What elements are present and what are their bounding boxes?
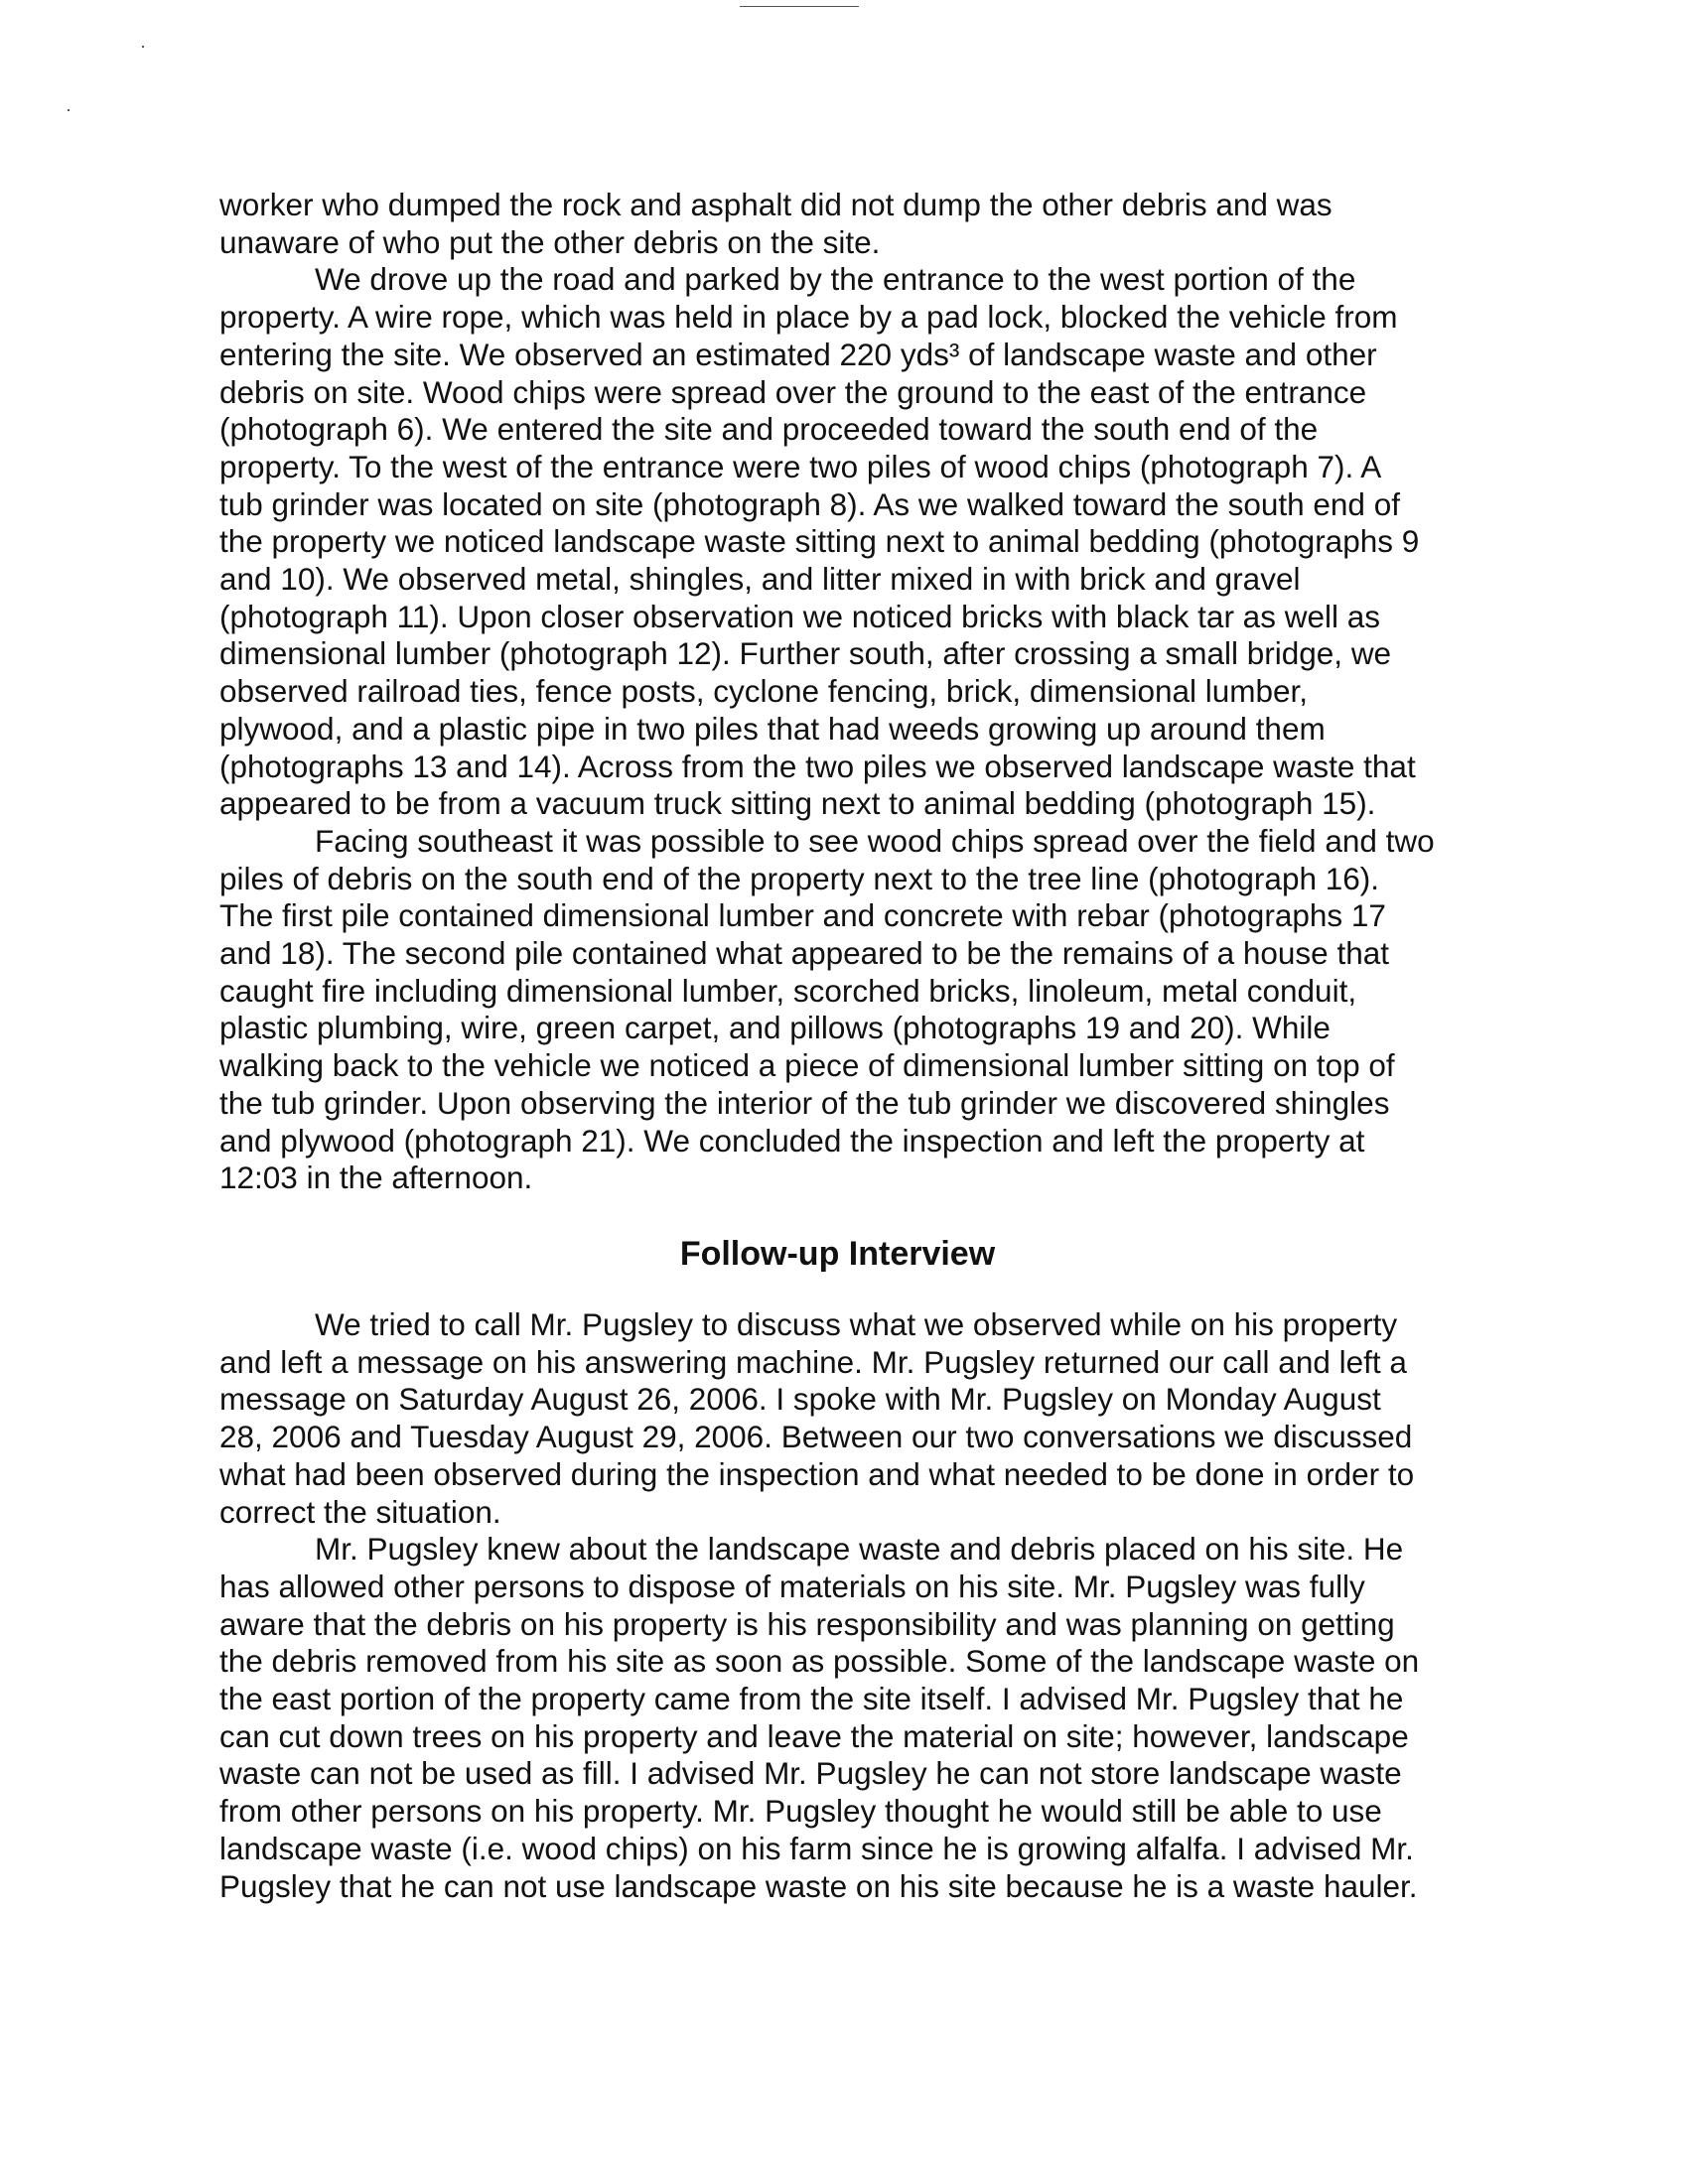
scan-mark-left-2 [68, 109, 70, 111]
scan-mark-left-1 [142, 46, 144, 48]
text-line: correct the situation. [219, 1493, 501, 1530]
text-line: 12:03 in the afternoon. [219, 1160, 533, 1196]
text-line: Mr. Pugsley knew about the landscape waste and debris placed on his site. He [315, 1531, 1404, 1568]
text-line: Pugsley that he can not use landscape waste on his site because he is a waste hauler. [219, 1867, 1418, 1904]
text-line: the east portion of the property came from the site itself. I advised Mr. Pugsley that he [219, 1681, 1404, 1717]
text-line: landscape waste (i.e. wood chips) on his farm since he is growing alfalfa. I advised Mr. [219, 1830, 1414, 1866]
text-line: and 18). The second pile contained what appeared to be the remains of a house that [219, 935, 1389, 972]
text-line: debris on site. Wood chips were spread over the ground to the east of the entrance [219, 373, 1367, 410]
text-line: property. A wire rope, which was held in place by a pad lock, blocked the vehicle from [219, 299, 1398, 336]
text-line: caught fire including dimensional lumber, scorched bricks, linoleum, metal conduit, [219, 972, 1357, 1009]
text-line: worker who dumped the rock and asphalt did not dump the other debris and was [219, 187, 1333, 222]
text-line: and plywood (photograph 21). We concluded the inspection and left the property at [219, 1122, 1365, 1159]
text-line: aware that the debris on his property is his responsibility and was planning on getting [219, 1605, 1395, 1642]
text-line: We tried to call Mr. Pugsley to discuss what we observed while on his property [315, 1305, 1398, 1342]
text-line: 28, 2006 and Tuesday August 29, 2006. Between our two conversations we discussed [219, 1419, 1413, 1455]
text-line: plywood, and a plastic pipe in two piles that had weeds growing up around them [219, 710, 1326, 747]
text-line: appeared to be from a vacuum truck sitting next to animal bedding (photograph 15). [219, 785, 1376, 822]
text-line: walking back to the vehicle we noticed a piece of dimensional lumber sitting on top of [219, 1047, 1395, 1084]
text-line: the debris removed from his site as soon as possible. Some of the landscape waste on [219, 1643, 1420, 1680]
text-line: entering the site. We observed an estimated 220 yds³ of landscape waste and other [219, 336, 1377, 372]
paragraph [219, 261, 1500, 823]
text-line: can cut down trees on his property and leave the material on site; however, landscape [219, 1717, 1409, 1754]
text-line: has allowed other persons to dispose of materials on his site. Mr. Pugsley was fully [219, 1568, 1365, 1604]
text-line: Facing southeast it was possible to see wood chips spread over the field and two [315, 822, 1435, 859]
text-line: and left a message on his answering machine. Mr. Pugsley returned our call and left a [219, 1343, 1407, 1380]
paragraph [219, 1306, 1500, 1531]
text-line: the property we noticed landscape waste sitting next to animal bedding (photographs 9 [219, 523, 1420, 560]
scan-mark-top [740, 6, 859, 7]
text-line: from other persons on his property. Mr. Pugsley thought he would still be able to use [219, 1793, 1382, 1830]
paragraph [219, 187, 1500, 261]
paragraph [219, 1531, 1500, 1905]
text-line: (photograph 6). We entered the site and proceeded toward the south end of the [219, 411, 1319, 448]
text-line: dimensional lumber (photograph 12). Further south, after crossing a small bridge, we [219, 635, 1392, 672]
text-line: plastic plumbing, wire, green carpet, and pillows (photographs 19 and 20). While [219, 1010, 1331, 1046]
text-line: waste can not be used as fill. I advised Mr. Pugsley he can not store landscape waste [219, 1755, 1402, 1792]
body-section-top [219, 187, 1500, 1197]
text-line: (photograph 11). Upon closer observation we noticed bricks with black tar as well as [219, 598, 1380, 634]
text-line: The first pile contained dimensional lumber and concrete with rebar (photographs 17 [219, 897, 1386, 934]
body-section-bottom [219, 1306, 1500, 1905]
text-line: the tub grinder. Upon observing the interior of the tub grinder we discovered shingles [219, 1084, 1390, 1121]
text-line: message on Saturday August 26, 2006. I spoke with Mr. Pugsley on Monday August [219, 1381, 1381, 1418]
text-line: piles of debris on the south end of the property next to the tree line (photograph 16). [219, 860, 1380, 896]
document-body [219, 187, 1500, 1905]
section-heading: Follow-up Interview [679, 1234, 996, 1273]
text-line: (photographs 13 and 14). Across from the two piles we observed landscape waste that [219, 748, 1416, 784]
paragraph [219, 823, 1500, 1197]
text-line: what had been observed during the inspection and what needed to be done in order to [219, 1455, 1415, 1492]
text-line: property. To the west of the entrance were two piles of wood chips (photograph 7). A [219, 448, 1382, 484]
text-line: observed railroad ties, fence posts, cyclone fencing, brick, dimensional lumber, [219, 673, 1309, 710]
text-line: and 10). We observed metal, shingles, and litter mixed in with brick and gravel [219, 561, 1301, 598]
text-line: We drove up the road and parked by the entrance to the west portion of the [315, 261, 1356, 298]
text-line: unaware of who put the other debris on the site. [219, 223, 881, 260]
text-line: tub grinder was located on site (photograph 8). As we walked toward the south end of [219, 485, 1400, 522]
